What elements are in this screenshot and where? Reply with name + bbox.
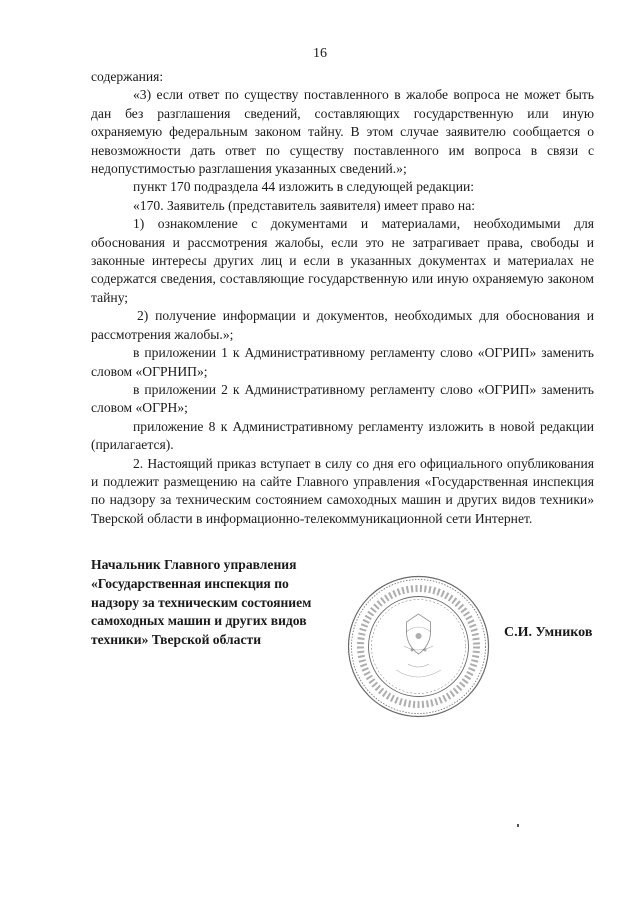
official-seal [346, 574, 491, 719]
paragraph-appendix-1: в приложении 1 к Административному регламенту слово «ОГРИП» заменить словом «ОГРНИП»; [91, 345, 594, 379]
document-body [91, 68, 594, 528]
paragraph-item-3: «3) если ответ по существу поставленного в жалобе вопроса не может быть дан без разглашения сведений, составляющих государственную или иную охраняемую федеральным законом тайну. В этом случае заявителю сообщается о невозможности дать ответ по существу поставленного им вопроса в связи с недопустимостью разглашения указанных сведений.»; [91, 87, 594, 177]
paragraph-clause-2: 2. Настоящий приказ вступает в силу со дня его официального опубликования и подлежит размещению на сайте Главного управления «Государственная инспекция по надзору за техническим состоянием самоходных машин и других видов техники» Тверской области в информационно-телекоммуникационной сети Интернет. [91, 455, 594, 526]
signatory-title [91, 556, 361, 650]
paragraph-170-intro: «170. Заявитель (представитель заявителя) имеет право на: [133, 197, 476, 213]
signatory-title-line: Начальник Главного управления [91, 557, 297, 572]
signatory-title-line: техники» Тверской области [91, 632, 262, 648]
signatory-title-line: самоходных машин и других видов [91, 613, 307, 629]
signatory-title-line: надзору за техническим состоянием [91, 594, 312, 610]
paragraph-point-170: пункт 170 подраздела 44 изложить в следующей редакции: [133, 179, 475, 195]
paragraph-appendix-8: приложение 8 к Административному регламенту изложить в новой редакции (прилагается). [91, 418, 594, 453]
page-number: 16 [313, 46, 327, 61]
paragraph-170-item-1: 1) ознакомление с документами и материалами, необходимыми для обоснования и рассмотрения жалобы, если это не затрагивает права, свободы и законные интересы других лиц и если в указанных документах и материалах не содержатся сведения, составляющие государственную или иную охраняемую законом тайну; [91, 216, 594, 305]
paragraph-appendix-2: в приложении 2 к Административному регламенту слово «ОГРИП» заменить словом «ОГРН»; [91, 381, 594, 416]
signatory-title-line: «Государственная инспекция по [91, 575, 289, 591]
paragraph-170-item-2: 2) получение информации и документов, необходимых для обоснования и рассмотрения жалобы.»; [91, 308, 594, 342]
signatory-name: С.И. Умников [504, 625, 593, 640]
paragraph-continuation: содержания: [91, 69, 164, 84]
stray-mark [517, 824, 519, 827]
